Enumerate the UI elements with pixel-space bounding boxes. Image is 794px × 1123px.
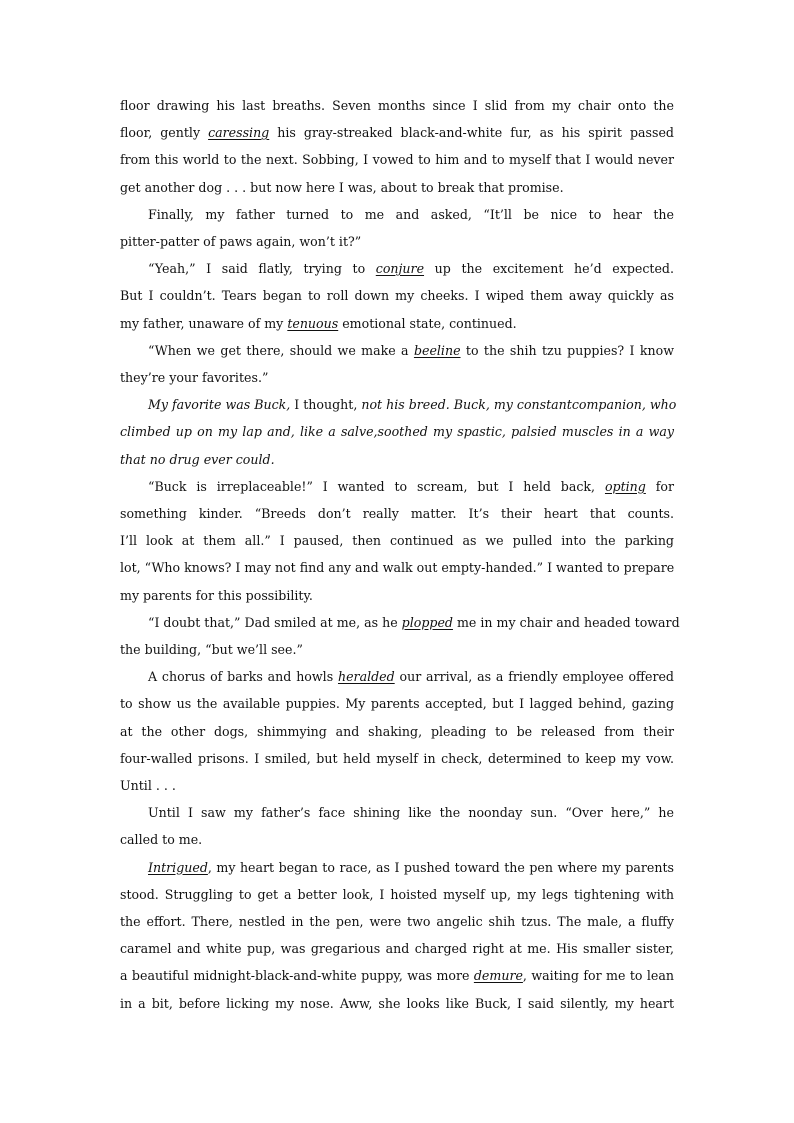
text-line <box>148 201 674 228</box>
text-segment: caramel and white pup, was gregarious and charged right at me. His smaller sister, <box>120 941 674 957</box>
italic-text: climbed up on my lap and, like a salve,soothed my spastic, palsied muscles in a way <box>120 424 674 440</box>
text-line <box>120 990 674 1017</box>
italic-text: My favorite was Buck, <box>148 397 291 413</box>
text-line <box>148 854 674 881</box>
text-segment: , my heart began to race, as I pushed toward the pen where my parents <box>207 859 674 875</box>
text-segment: A chorus of barks and howls <box>148 669 338 685</box>
text-line <box>120 935 674 962</box>
text-segment: emotional state, continued. <box>338 315 517 331</box>
text-line <box>120 92 674 119</box>
text-segment: I thought, <box>290 397 362 413</box>
vocabulary-word: Intrigued <box>148 859 208 875</box>
text-line <box>120 745 674 772</box>
text-segment: Finally, my father turned to me and asked, “It’ll be nice to hear the <box>148 206 674 222</box>
text-segment: I’ll look at them all.” I paused, then continued as we pulled into the parking <box>120 533 674 549</box>
text-line <box>120 527 674 554</box>
vocabulary-word: beeline <box>413 342 461 358</box>
text-line <box>148 663 674 690</box>
text-line <box>120 174 674 201</box>
text-line <box>120 881 674 908</box>
text-segment: floor drawing his last breaths. Seven months since I slid from my chair onto the <box>120 98 674 113</box>
text-line <box>120 228 674 255</box>
text-segment: the building, “but we’ll see.” <box>120 642 303 657</box>
vocabulary-word: opting <box>604 478 646 494</box>
text-segment: lot, “Who knows? I may not find any and walk out empty-handed.” I wanted to prepare <box>120 560 675 576</box>
text-line <box>148 799 674 826</box>
text-segment: pitter-patter of paws again, won’t it?” <box>120 234 362 249</box>
text-line <box>120 282 674 309</box>
text-segment: my father, unaware of my <box>120 315 288 331</box>
text-line <box>148 337 674 364</box>
text-line <box>120 119 674 146</box>
text-line <box>120 962 674 989</box>
text-segment: four-walled prisons. I smiled, but held myself in check, determined to keep my vow. <box>120 750 674 766</box>
text-segment: the effort. There, nestled in the pen, were two angelic shih tzus. The male, a fluffy <box>120 914 674 929</box>
text-line <box>120 826 674 853</box>
text-segment: our arrival, as a friendly employee offered <box>394 669 674 685</box>
text-segment: Until I saw my father’s face shining like the noonday sun. “Over here,” he <box>148 805 674 821</box>
text-line <box>120 718 674 745</box>
text-line <box>120 582 674 609</box>
text-segment: they’re your favorites.” <box>120 370 269 385</box>
text-segment: get another dog . . . but now here I was, about to break that promise. <box>120 179 564 195</box>
text-segment: to the shih tzu puppies? I know <box>460 342 674 358</box>
text-line <box>120 364 674 391</box>
text-segment: But I couldn’t. Tears began to roll down my cheeks. I wiped them away quickly as <box>120 288 674 304</box>
vocabulary-word: plopped <box>401 614 453 630</box>
text-line <box>120 690 674 717</box>
italic-text: not his breed. Buck, my constantcompanion, who <box>361 397 677 413</box>
text-segment: to show us the available puppies. My parents accepted, but I lagged behind, gazing <box>120 696 674 712</box>
text-segment: , waiting for me to lean <box>522 968 674 984</box>
text-line <box>120 418 674 445</box>
text-line <box>148 609 680 636</box>
text-segment: stood. Struggling to get a better look, I hoisted myself up, my legs tightening with <box>120 886 674 902</box>
text-line <box>120 636 674 663</box>
text-segment: at the other dogs, shimmying and shaking, pleading to be released from their <box>120 723 674 739</box>
vocabulary-word: demure <box>473 968 523 984</box>
vocabulary-word: caressing <box>208 125 270 141</box>
text-segment: my parents for this possibility. <box>120 587 313 603</box>
text-segment: Until . . . <box>120 778 176 793</box>
text-segment: up the excitement he’d expected. <box>424 261 674 277</box>
text-segment: “When we get there, should we make a <box>148 342 414 358</box>
text-segment: for <box>645 478 674 494</box>
text-line <box>148 255 674 282</box>
text-segment: “Yeah,” I said flatly, trying to <box>148 261 376 277</box>
italic-text: that no drug ever could. <box>120 451 275 467</box>
vocabulary-word: heralded <box>337 669 395 685</box>
text-line <box>120 554 674 581</box>
text-segment: floor, gently <box>120 125 209 141</box>
text-line <box>120 772 674 799</box>
text-line <box>120 310 674 337</box>
text-segment: in a bit, before licking my nose. Aww, she looks like Buck, I said silently, my heart <box>120 995 674 1011</box>
text-segment: “I doubt that,” Dad smiled at me, as he <box>148 614 402 630</box>
text-line <box>120 908 674 935</box>
text-segment: something kinder. “Breeds don’t really matter. It’s their heart that counts. <box>120 506 674 521</box>
text-segment: me in my chair and headed toward <box>452 614 680 630</box>
vocabulary-word: tenuous <box>287 315 339 331</box>
text-segment: from this world to the next. Sobbing, I vowed to him and to myself that I would never <box>120 152 674 168</box>
vocabulary-word: conjure <box>375 261 425 277</box>
text-line <box>148 473 674 500</box>
text-line <box>120 446 674 473</box>
text-segment: called to me. <box>120 832 203 848</box>
text-segment: “Buck is irreplaceable!” I wanted to scream, but I held back, <box>148 478 605 494</box>
text-line <box>120 146 674 173</box>
text-line <box>120 500 674 527</box>
text-segment: a beautiful midnight-black-and-white puppy, was more <box>120 968 474 984</box>
text-line <box>148 391 677 418</box>
text-segment: his gray-streaked black-and-white fur, as his spirit passed <box>269 125 674 141</box>
